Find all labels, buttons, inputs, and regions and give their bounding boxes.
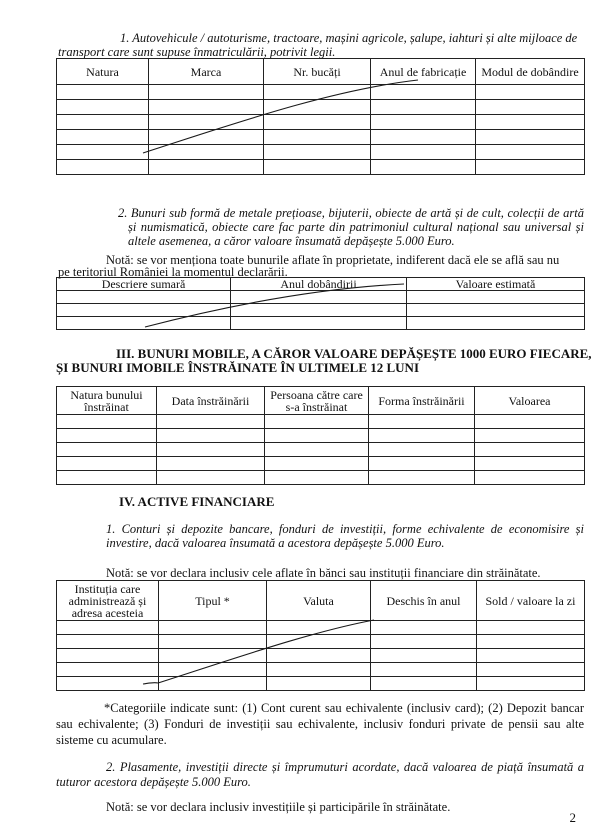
- table-row: [57, 471, 585, 485]
- table-row: [57, 621, 585, 635]
- header-anul-fabricatie: Anul de fabricație: [371, 59, 476, 85]
- header-natura-bunului: Natura bunului înstrăinat: [57, 387, 157, 415]
- table-row: [57, 291, 585, 304]
- header-valuta: Valuta: [267, 581, 371, 621]
- section-4-note: Notă: se vor declara inclusiv cele aflate în bănci sau instituții financiare din străinătate.: [106, 566, 541, 580]
- table-row: [57, 649, 585, 663]
- header-descriere-sumara: Descriere sumară: [57, 278, 231, 291]
- header-data-instrainarii: Data înstrăinării: [157, 387, 265, 415]
- table-row: [57, 160, 585, 175]
- header-marca: Marca: [149, 59, 264, 85]
- section-4-text-2: 2. Plasamente, investiții directe și împrumuturi acordate, dacă valoarea de piață însumată a tuturor acestora depășește 5.000 Euro.: [56, 760, 584, 789]
- table-row: [57, 115, 585, 130]
- section-2-note-line1: Notă: se vor menționa toate bunurile aflate în proprietate, indiferent dacă ele se află sau nu: [106, 253, 560, 267]
- section-2-note-line2: pe teritoriul României la momentul declarării.: [58, 265, 288, 279]
- header-sold: Sold / valoare la zi: [477, 581, 585, 621]
- alienated-goods-table: [56, 386, 585, 485]
- page-number: 2: [569, 810, 576, 825]
- table-row: [57, 635, 585, 649]
- table-row: [57, 457, 585, 471]
- table-row: [57, 317, 585, 330]
- table-row: [57, 130, 585, 145]
- vehicles-table: [56, 58, 585, 175]
- header-anul-dobandirii: Anul dobândirii: [231, 278, 407, 291]
- header-modul-dobandire: Modul de dobândire: [476, 59, 585, 85]
- header-tipul: Tipul *: [159, 581, 267, 621]
- header-valoare-estimata: Valoare estimată: [407, 278, 585, 291]
- table-row: [57, 429, 585, 443]
- section-3-title-line2: ȘI BUNURI IMOBILE ÎNSTRĂINATE ÎN ULTIMELE 12 LUNI: [56, 360, 420, 375]
- section-4-text-1: 1. Conturi și depozite bancare, fonduri de investiții, forme echivalente de economisire și investire, dacă valoarea însumată a acestora depășește 5.000 Euro.: [106, 522, 584, 550]
- table-row: [57, 443, 585, 457]
- header-persoana: Persoana către care s-a înstrăinat: [265, 387, 369, 415]
- table-row: [57, 415, 585, 429]
- header-forma-instrainarii: Forma înstrăinării: [369, 387, 475, 415]
- header-institutia: Instituția care administrează și adresa acesteia: [57, 581, 159, 621]
- table-row: [57, 100, 585, 115]
- section-1-text-line1: 1. Autovehicule / autoturisme, tractoare, mașini agricole, șalupe, iahturi și alte mijloace de: [120, 31, 578, 45]
- valuables-table: [56, 277, 585, 330]
- section-4-title: IV. ACTIVE FINANCIARE: [119, 494, 275, 509]
- header-valoarea: Valoarea: [475, 387, 585, 415]
- table-row: [57, 304, 585, 317]
- accounts-table: [56, 580, 585, 691]
- header-deschis-in-anul: Deschis în anul: [371, 581, 477, 621]
- table-row: [57, 145, 585, 160]
- section-2-text: 2. Bunuri sub formă de metale prețioase, bijuterii, obiecte de artă și de cult, colecții de artă și numismatică, obiecte care fac parte din patrimoniul cultural național sau universal și altele asemenea, a căror valoare însumată depășește 5.000 Euro.: [118, 206, 584, 248]
- table-row: [57, 85, 585, 100]
- header-natura: Natura: [57, 59, 149, 85]
- table-row: [57, 677, 585, 691]
- section-1-text-line2: transport care sunt supuse înmatriculării, potrivit legii.: [58, 45, 336, 59]
- section-4-footnote: *Categoriile indicate sunt: (1) Cont curent sau echivalente (inclusiv card); (2) Depozit bancar sau echivalente; (3) Fonduri de investiții sau echivalente, inclusiv fonduri private de pensii sau alte sisteme cu acumulare.: [56, 701, 584, 747]
- section-3-title-line1: III. BUNURI MOBILE, A CĂROR VALOARE DEPĂȘEȘTE 1000 EURO FIECARE,: [116, 346, 592, 361]
- header-nr-bucati: Nr. bucăți: [264, 59, 371, 85]
- section-4-note-2: Notă: se vor declara inclusiv investițiile și participările în străinătate.: [106, 800, 451, 814]
- table-row: [57, 663, 585, 677]
